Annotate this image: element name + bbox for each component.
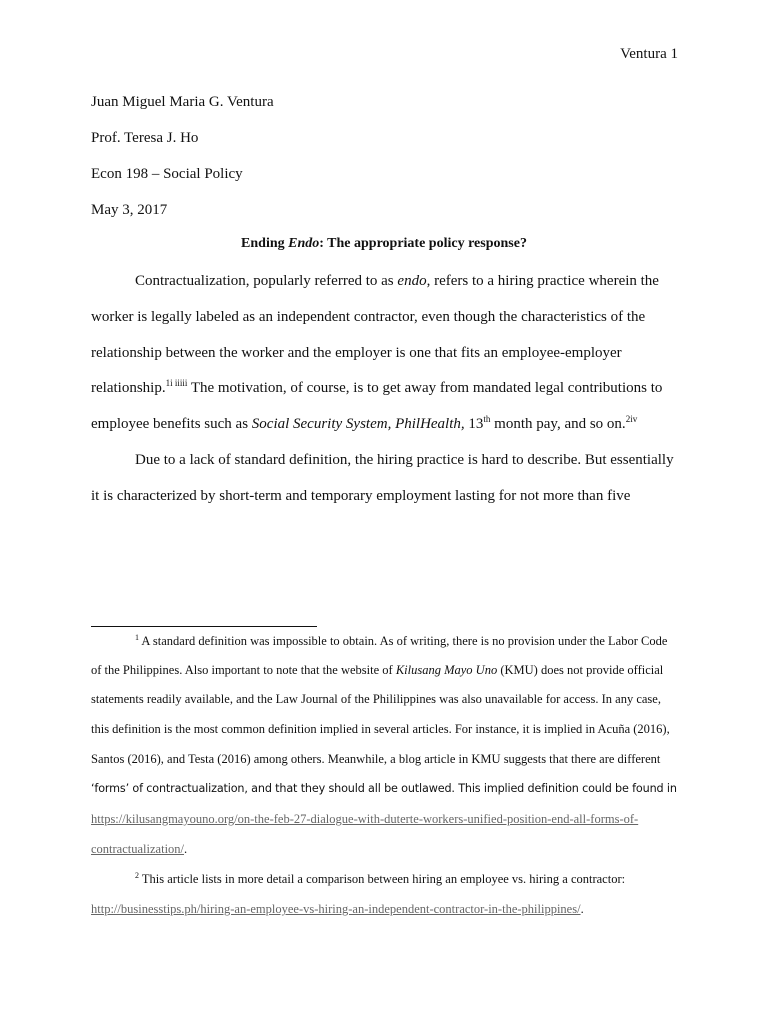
footnote-1: $^1$ A standard definition was impossible to obtain. As of writing, there is no provision under the Labor Code (135, 632, 668, 648)
body-line: employee benefits such as Social Security System, PhilHealth, 13th month pay, and so on.$^{2iv}$ (91, 414, 638, 432)
body-line: relationship.$^{1i iiiii}$ The motivation, of course, is to get away from mandated legal contributions to (91, 378, 663, 396)
body-line: worker is legally labeled as an independent contractor, even though the characteristics of the (91, 309, 646, 325)
document-title: Ending Endo: The appropriate policy response? (241, 236, 527, 251)
body-line: relationship between the worker and the employer is one that fits an employee-employer (91, 345, 622, 361)
professor-name: Prof. Teresa J. Ho (91, 130, 199, 146)
footnote-line: Santos (2016), and Testa (2016) among others. Meanwhile, a blog article in KMU suggests that there are different (91, 752, 661, 766)
footnote-ref: 2iv (625, 414, 638, 424)
body-line: Contractualization, popularly referred to as endo, refers to a hiring practice wherein the (135, 273, 659, 289)
body-line: it is characterized by short-term and temporary employment lasting for not more than five (91, 488, 631, 504)
footnote-line: this definition is the most common definition implied in several articles. For instance, it is implied in Acuña (2016), (91, 722, 670, 736)
footnote-link-line (91, 812, 638, 827)
body-line: Due to a lack of standard definition, the hiring practice is hard to describe. But essentially (135, 452, 674, 468)
footnote-ref: 1i iiiii (165, 378, 188, 388)
kmu-link[interactable]: https://kilusangmayouno.org/on-the-feb-27-dialogue-with-duterte-workers-unified-position-end-all-forms-of- (91, 812, 639, 826)
footnote-separator (91, 626, 317, 627)
running-head: Ventura 1 (620, 46, 678, 62)
footnote-line: of the Philippines. Also important to note that the website of Kilusang Mayo Uno (KMU) does not provide official (91, 663, 664, 677)
footnote-2: $^2$ This article lists in more detail a comparison between hiring an employee vs. hiring a contractor: (135, 870, 626, 886)
course-name: Econ 198 – Social Policy (91, 166, 243, 182)
kmu-link-continued[interactable]: contractualization/ (91, 842, 185, 856)
footnote-link-line: contractualization/. (91, 842, 188, 856)
document-date: May 3, 2017 (91, 202, 168, 218)
author-name: Juan Miguel Maria G. Ventura (91, 94, 274, 110)
footnote-link-line: http://businesstips.ph/hiring-an-employee-vs-hiring-an-independent-contractor-in-the-philippines/. (91, 902, 584, 916)
businesstips-link[interactable]: http://businesstips.ph/hiring-an-employee-vs-hiring-an-independent-contractor-in-the-philippines/ (91, 902, 581, 916)
footnote-line: ‘forms’ of contractualization, and that they should all be outlawed. This implied definition could be found in (91, 782, 677, 795)
footnote-line: statements readily available, and the Law Journal of the Phililippines was also unavailable for access. In any case, (91, 692, 661, 706)
